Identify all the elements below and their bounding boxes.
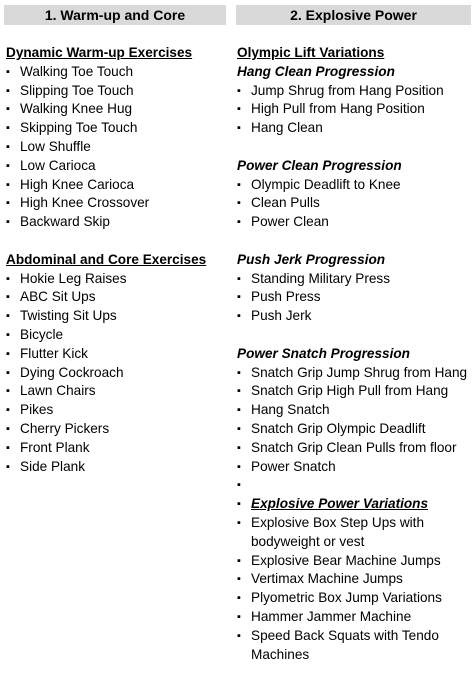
list-item-text: Standing Military Press [251, 270, 391, 286]
list-item-text: Dying Cockroach [20, 364, 124, 380]
bullet-icon: ▪ [237, 291, 241, 304]
bullet-icon: ▪ [237, 479, 241, 492]
bullet-icon: ▪ [6, 422, 10, 435]
bullet-icon: ▪ [237, 216, 241, 229]
list-item-text: Walking Knee Hug [20, 101, 133, 117]
list-item-text: Lawn Chairs [20, 383, 96, 399]
spacer [6, 232, 231, 251]
list-item [237, 458, 474, 477]
list-item-text: Hokie Leg Raises [20, 270, 127, 286]
list-item [6, 401, 231, 420]
list-item [237, 82, 474, 101]
list-item [237, 288, 474, 307]
column-header-explosive: 2. Explosive Power [236, 5, 471, 25]
list-item-text: Power Snatch [251, 458, 336, 474]
bullet-icon: ▪ [6, 122, 10, 135]
bullet-icon: ▪ [237, 197, 241, 210]
list-item-text: Plyometric Box Jump Variations [251, 590, 442, 606]
list-item-text: High Pull from Hang Position [251, 101, 425, 117]
spacer [237, 138, 474, 157]
list-item-text: Backward Skip [20, 214, 110, 230]
list-item-text: Walking Toe Touch [20, 63, 134, 79]
bullet-icon: ▪ [6, 272, 10, 285]
list-item [237, 420, 474, 439]
bullet-icon: ▪ [6, 385, 10, 398]
list-item [6, 345, 231, 364]
list-item [6, 364, 231, 383]
bullet-icon: ▪ [237, 404, 241, 417]
list-item [6, 157, 231, 176]
list-item-text: Power Clean [251, 214, 329, 230]
bullet-icon: ▪ [237, 272, 241, 285]
list-item-text: Hang Clean [251, 120, 323, 136]
list-item [6, 100, 231, 119]
list-item-text: Push Jerk [251, 308, 312, 324]
list-item [6, 326, 231, 345]
list-item-text: Snatch Grip Clean Pulls from floor [251, 439, 457, 455]
list-item [6, 307, 231, 326]
list-item [6, 288, 231, 307]
bullet-icon: ▪ [6, 65, 10, 78]
list-item-text: Speed Back Squats with Tendo [251, 627, 439, 643]
list-item-text: Front Plank [20, 439, 90, 455]
list-item [6, 270, 231, 289]
bullet-icon: ▪ [6, 441, 10, 454]
list-item-text: Explosive Bear Machine Jumps [251, 552, 441, 568]
bullet-spacer [237, 646, 251, 665]
progression-heading: Hang Clean Progression [237, 63, 395, 79]
list-item [6, 194, 231, 213]
spacer [237, 232, 474, 251]
list-item [237, 570, 474, 589]
list-item-text: Jump Shrug from Hang Position [251, 82, 444, 98]
column-header-warmup: 1. Warm-up and Core [4, 5, 226, 25]
bullet-icon: ▪ [237, 178, 241, 191]
bullet-icon: ▪ [237, 385, 241, 398]
list-item-text: bodyweight or vest [251, 533, 365, 549]
list-item [6, 458, 231, 477]
bullet-icon: ▪ [237, 103, 241, 116]
list-item [237, 589, 474, 608]
bullet-icon: ▪ [6, 328, 10, 341]
bullet-icon: ▪ [6, 366, 10, 379]
bullet-icon: ▪ [237, 498, 241, 511]
bullet-icon: ▪ [237, 310, 241, 323]
warmup-core-column [6, 44, 231, 476]
list-item-text: Machines [251, 646, 310, 662]
bullet-icon: ▪ [6, 404, 10, 417]
list-item-text: Low Carioca [20, 157, 96, 173]
list-item [237, 100, 474, 119]
bullet-icon: ▪ [237, 516, 241, 529]
list-item [6, 176, 231, 195]
bullet-icon: ▪ [237, 554, 241, 567]
progression-heading: Power Clean Progression [237, 157, 402, 173]
list-item [237, 307, 474, 326]
bullet-icon: ▪ [6, 216, 10, 229]
bullet-icon: ▪ [237, 366, 241, 379]
list-item [237, 213, 474, 232]
bullet-icon: ▪ [6, 178, 10, 191]
list-item [6, 439, 231, 458]
list-item-text: Snatch Grip High Pull from Hang [251, 383, 449, 399]
list-item [237, 439, 474, 458]
explosive-power-column [237, 44, 474, 664]
list-item-text: Snatch Grip Olympic Deadlift [251, 420, 426, 436]
list-item-text: Skipping Toe Touch [20, 120, 138, 136]
list-item-text: ABC Sit Ups [20, 289, 96, 305]
bullet-icon: ▪ [237, 610, 241, 623]
section-heading: Olympic Lift Variations [237, 45, 385, 60]
bullet-icon: ▪ [237, 441, 241, 454]
list-item [237, 382, 474, 401]
list-item-text: Slipping Toe Touch [20, 82, 134, 98]
bullet-icon: ▪ [6, 197, 10, 210]
list-item [237, 608, 474, 627]
bullet-icon: ▪ [237, 122, 241, 135]
list-item [237, 476, 474, 495]
list-item-text: Explosive Box Step Ups with [251, 514, 425, 530]
list-item-text [251, 476, 474, 495]
list-item [237, 176, 474, 195]
list-item-text: Pikes [20, 402, 54, 418]
list-item [237, 533, 474, 552]
list-item-text: Low Shuffle [20, 138, 91, 154]
bullet-icon: ▪ [237, 460, 241, 473]
bullet-icon: ▪ [6, 159, 10, 172]
list-item [237, 194, 474, 213]
list-item-text: Olympic Deadlift to Knee [251, 176, 401, 192]
list-item [237, 270, 474, 289]
bullet-icon: ▪ [237, 629, 241, 642]
list-item [237, 364, 474, 383]
list-item [237, 514, 474, 533]
list-item-text: High Knee Crossover [20, 195, 150, 211]
bullet-icon: ▪ [6, 291, 10, 304]
bullet-icon: ▪ [6, 140, 10, 153]
list-item-text: Hang Snatch [251, 402, 330, 418]
list-item [237, 552, 474, 571]
list-item [237, 119, 474, 138]
list-item [6, 213, 231, 232]
bullet-icon: ▪ [6, 84, 10, 97]
list-item [6, 138, 231, 157]
bullet-icon: ▪ [237, 422, 241, 435]
list-item-text: Flutter Kick [20, 345, 88, 361]
list-item [6, 119, 231, 138]
list-item-text: Twisting Sit Ups [20, 308, 117, 324]
section-heading: Abdominal and Core Exercises [6, 251, 207, 267]
explosive-variations-heading [237, 495, 474, 514]
list-item [6, 382, 231, 401]
progression-heading: Power Snatch Progression [237, 345, 410, 361]
bullet-icon: ▪ [6, 460, 10, 473]
bullet-icon: ▪ [6, 347, 10, 360]
list-item [6, 63, 231, 82]
bullet-icon: ▪ [237, 573, 241, 586]
list-item-text: Bicycle [20, 326, 64, 342]
list-item-text: Clean Pulls [251, 195, 320, 211]
bullet-spacer [237, 533, 251, 552]
list-item [237, 646, 474, 665]
list-item-text: Push Press [251, 289, 321, 305]
bullet-icon: ▪ [6, 310, 10, 323]
list-item-text: Vertimax Machine Jumps [251, 571, 403, 587]
bullet-icon: ▪ [237, 592, 241, 605]
section-heading: Dynamic Warm-up Exercises [6, 45, 193, 60]
list-item [237, 627, 474, 646]
progression-heading: Push Jerk Progression [237, 251, 386, 267]
list-item-text: Cherry Pickers [20, 420, 110, 436]
list-item [237, 401, 474, 420]
explosive-variations-label: Explosive Power Variations [251, 496, 429, 512]
list-item-text: Snatch Grip Jump Shrug from Hang [251, 364, 468, 380]
list-item-text: High Knee Carioca [20, 176, 135, 192]
list-item [6, 420, 231, 439]
list-item [6, 82, 231, 101]
bullet-icon: ▪ [6, 103, 10, 116]
spacer [237, 326, 474, 345]
list-item-text: Side Plank [20, 458, 85, 474]
bullet-icon: ▪ [237, 84, 241, 97]
list-item-text: Hammer Jammer Machine [251, 608, 412, 624]
